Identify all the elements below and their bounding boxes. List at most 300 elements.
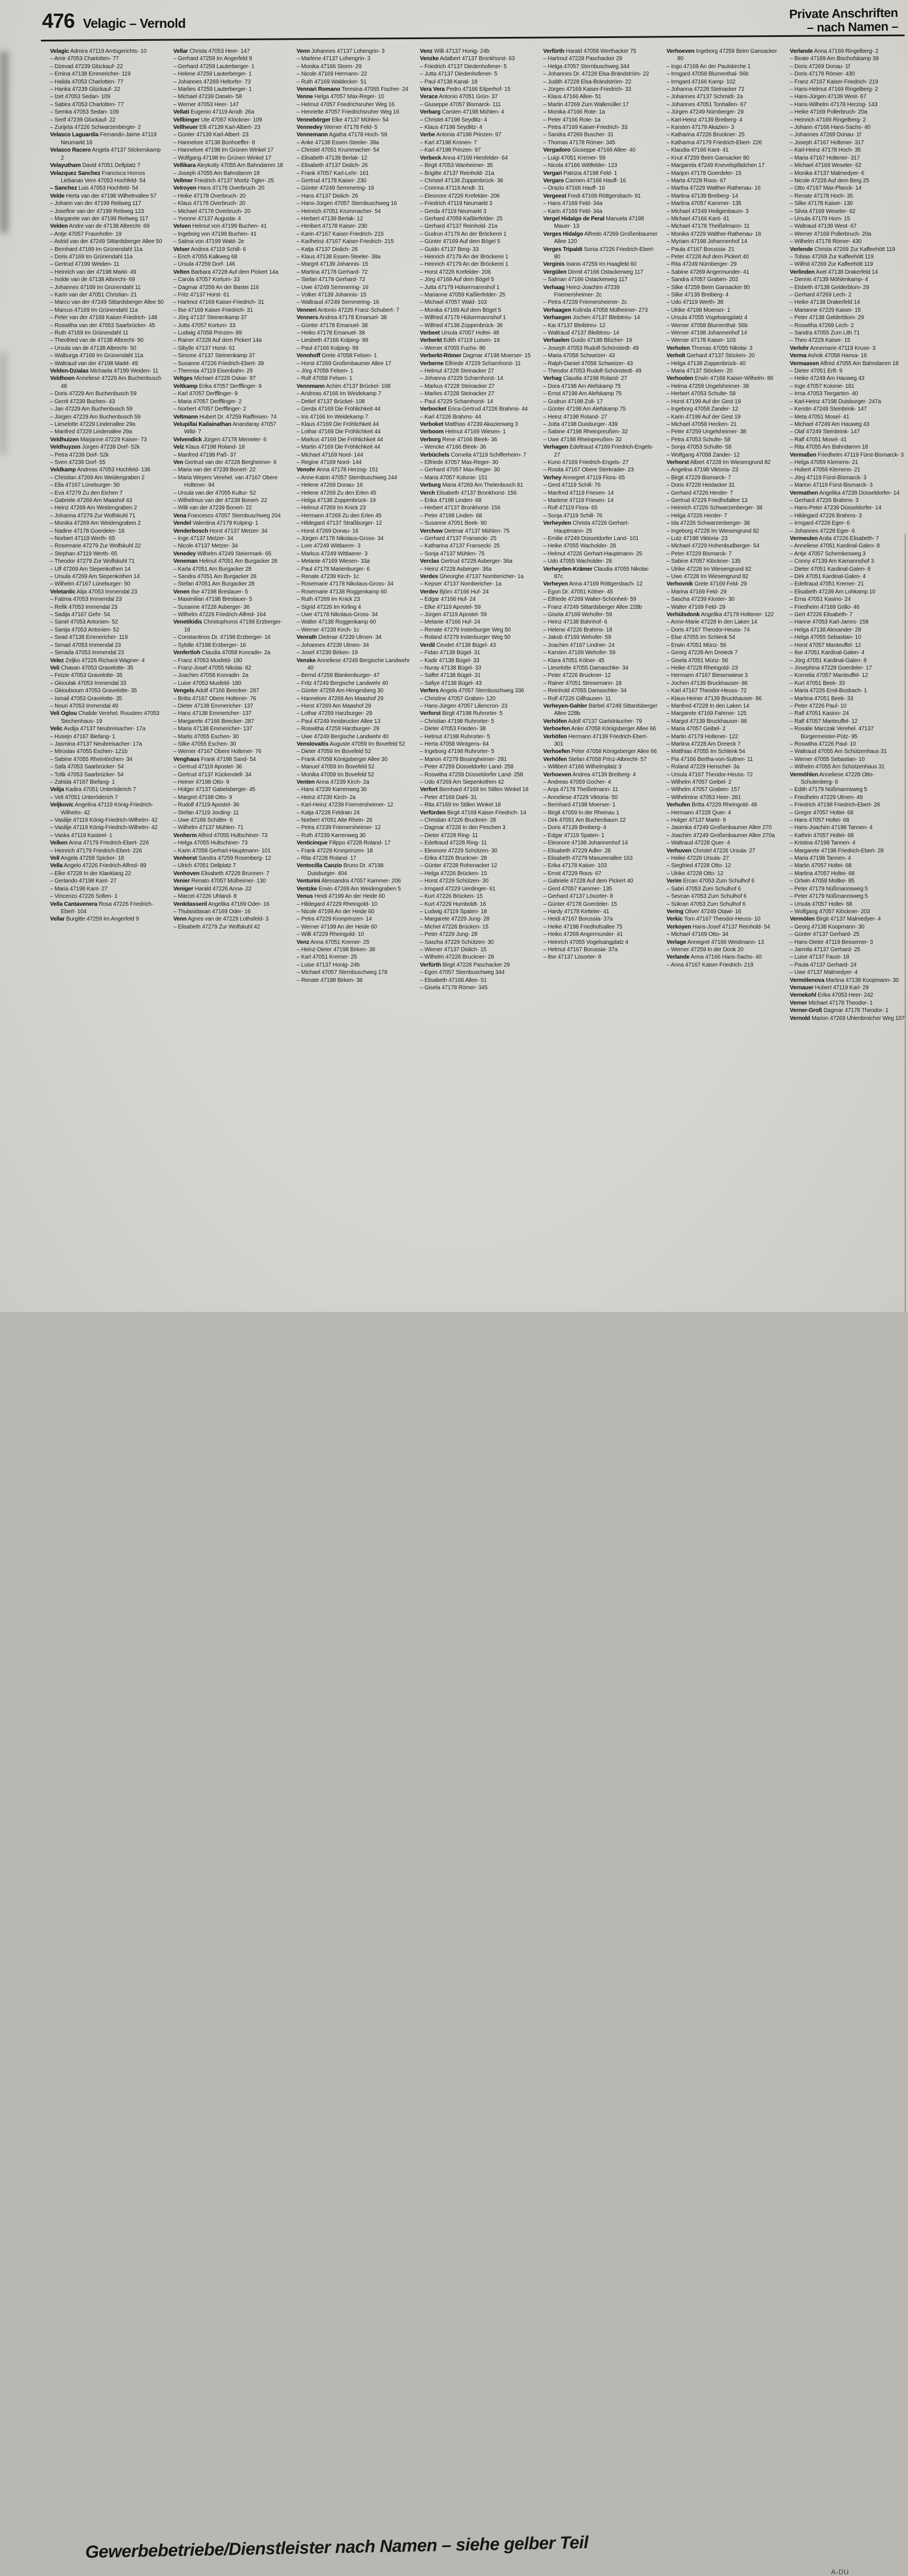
directory-entry: – Rita 47169 Im Stillen Winkel 18	[420, 802, 501, 809]
directory-entry: – Anja 47178 Theißelmann- 11	[543, 787, 618, 793]
directory-entry: – Ruth 47169 Waldecker- 51	[297, 78, 367, 85]
directory-entry: – Markus 47249 Wittlaerer- 3	[297, 550, 368, 557]
directory-entry: – Constantinos Dr. 47198 Erzberger- 16	[173, 634, 271, 641]
directory-entry: Venedey Wilhelm 47249 Steiermark- 65	[173, 550, 272, 557]
directory-entry: – Kornelia 47057 Manteuffel- 12	[790, 672, 868, 679]
directory-entry: – Egon 47057 Sternbuschweg 344	[420, 969, 505, 976]
directory-entry: – Hans-Jürgen 47057 Sternbuschweg 16	[297, 200, 397, 207]
directory-entry: – Gudrun 47179 An der Bröckerei 1	[420, 231, 507, 237]
directory-entry: – Anneliese 47229 Viktoria- 50	[543, 794, 618, 801]
directory-entry: – Peter 47179 Nüßmannsweg 5	[790, 885, 868, 892]
directory-entry: – Johannes 47228 Eger- 6	[790, 528, 855, 534]
directory-entry: – Joseph 47167 Holtener- 317	[790, 139, 864, 146]
directory-entry: – Peter 47229 Bismarck- 7	[667, 550, 732, 557]
directory-entry: – Gerhard 47059 Kaßlerfelder- 25	[420, 215, 503, 222]
directory-entry: – Frank 47229 Kronprinzen- 18	[297, 847, 373, 854]
directory-entry: – Heike 47169 Pollerbruch- 20a	[790, 109, 868, 116]
directory-entry: Verhey Annegret 47119 Flora- 65	[543, 474, 625, 481]
directory-entry: – Marlene 47119 Friesen- 14	[543, 497, 614, 504]
directory-entry: Verhuven Christel 47226 Ursula- 27	[667, 847, 756, 854]
directory-entry: Vergeest Fredi 47169 Röttgersbach- 91	[543, 193, 641, 199]
directory-entry: – Knut 47259 Beim Gansacker 80	[667, 154, 749, 161]
directory-entry: – Kepser 47137 Nombericher- 1a	[420, 581, 502, 588]
directory-entry: – Maria 47058 Schweizer- 43	[543, 353, 615, 359]
directory-entry: – Joachim 47167 Lindner- 24	[543, 642, 615, 649]
directory-entry: – Gudrun 47198 Zoll- 17	[543, 398, 603, 405]
directory-entry: – Joseph 47055 Am Bahndamm 18	[173, 170, 260, 177]
directory-entry: – Jörg 47169 Auf dem Bögel 5	[420, 277, 494, 283]
directory-entry: Venhoven Elisabeth 47228 Brunnen- 7	[173, 870, 269, 877]
directory-entry: – Frank 47057 Karl-Lehr- 161	[297, 170, 369, 177]
directory-entry: – Hannelore 47198 Im Grünen Winkel 17	[173, 147, 274, 154]
directory-column	[420, 48, 535, 1268]
directory-entry: Verkoyen Hans-Josef 47137 Reinhold- 54	[667, 923, 770, 930]
directory-entry: – Sabine 47055 Rheintörchen- 34	[50, 756, 132, 763]
directory-entry: – Heinz 47228 Asberger- 36a	[420, 566, 492, 572]
directory-entry: – Uwe 47137 Malmedyer- 4	[790, 969, 858, 976]
directory-entry: – Ismail 47053 Gravelotte- 35	[50, 695, 122, 702]
directory-entry: – Ruth 47269 Im Knick 23	[297, 596, 360, 603]
directory-entry: – Bernhard 47169 Im Grünendahl 11a	[50, 246, 143, 253]
directory-entry: Vellar Burgitte 47259 Im Angerfeld 9	[50, 916, 139, 923]
directory-entry: Venherm Alfred 47055 Hultschiner- 73	[173, 832, 268, 839]
directory-entry: – Judith 47228 Elsa-Brändström- 22	[543, 78, 631, 85]
directory-entry: – Helga 47138 Zoppenbrück- 19	[297, 497, 376, 504]
directory-entry: – Heiko 47178 Emanuel- 38	[297, 330, 365, 337]
directory-entry: Vermaßen Friedhelm 47119 Fürst-Bismarck- 3	[790, 451, 904, 458]
directory-entry: Veltges Michael 47228 Oskar- 97	[173, 375, 256, 382]
directory-entry: – Ursula 47055 Vogelsangplatz 4	[667, 315, 748, 321]
directory-entry: – Günter 47259 Am Himgesberg 30	[297, 688, 384, 695]
directory-entry: – Johann 47166 Hans-Sachs- 40	[790, 124, 870, 131]
directory-entry: Vergaro Carmen 47166 Hauff- 16	[543, 177, 626, 184]
directory-entry: – Siegfried 47228 Otto- 12	[667, 863, 731, 869]
directory-entry: – Karin 47169 Feld- 34a	[543, 208, 602, 215]
directory-entry: – Hans-Wilhelm 47178 Herzog- 143	[790, 101, 878, 108]
directory-entry: – Elfriede 47057 Max-Reger- 30	[420, 459, 498, 466]
directory-entry: – Kadir 47138 Bügel- 33	[420, 657, 480, 664]
directory-entry: – Elisabeth 47239 Am Lohkamp 10	[790, 588, 876, 595]
directory-entry: Verholt Gerhard 47137 Stöcken- 20	[667, 353, 755, 359]
directory-entry: – Friedhelm 47169 Grillo- 46	[790, 604, 860, 610]
page-title: Velagic – Vernold	[83, 16, 186, 31]
directory-entry: – Michael 47239 Darwin- 58	[173, 94, 242, 101]
directory-entry: – Hanne 47053 Karl-Jarres- 158	[790, 619, 869, 626]
directory-entry: – Manfred 47198 Paß- 37	[173, 451, 236, 458]
directory-entry: – Semka 47053 Sedan- 109	[50, 109, 119, 116]
directory-entry: – Dieter 47228 Ring- 11	[420, 832, 478, 839]
directory-entry: Verborg Rene 47166 Bleek- 36	[420, 436, 497, 443]
directory-entry: – Erich 47055 Kalkweg 68	[173, 253, 238, 260]
directory-entry: Venz Willi 47137 Honig- 24b	[420, 48, 490, 55]
directory-entry: – Wilhelm 47167 Lüneburger- 50	[50, 581, 131, 588]
directory-entry: – Karl-Heinz 47139 Breiberg- 4	[667, 116, 743, 123]
directory-entry: – Michael 47057 Wald- 103	[420, 299, 487, 306]
directory-entry: – Carola 47057 Kortum- 33	[173, 277, 240, 283]
directory-entry: – Marlies 47228 Steinacker 27	[420, 391, 494, 398]
directory-entry: – Johanna 47228 Steinacker 72	[667, 86, 744, 93]
directory-entry: – Rudolf 47119 Apostel- 36	[173, 802, 240, 809]
directory-entry: – Ursula 47179 Horn- 15	[790, 215, 851, 222]
directory-entry: – Wilhelm 47178 Römer- 430	[790, 239, 862, 245]
directory-entry: – Maria 47057 Derfflinger- 2	[173, 398, 242, 405]
directory-entry: – Werner 47055 Fuchs- 86	[420, 345, 486, 352]
directory-entry: – Lothar 47259 Harzburger- 29	[297, 710, 372, 717]
directory-entry: – Doris 47228 Heidacker 31	[667, 482, 735, 489]
directory-entry: Verbe Antonia 47198 Prinzen- 97	[420, 132, 502, 139]
directory-entry: – Ursula 47269 Am Siepenkothen 14	[50, 574, 140, 580]
directory-entry: – Gertrud 47199 Weiden- 11	[50, 261, 119, 268]
directory-entry: – Martina 47178 Gerhard- 72	[297, 269, 368, 275]
directory-entry: Verheyden-Krämer Claudia 47055 Nikolai- 87c	[543, 566, 649, 580]
directory-entry: – Helmut 47167 Borussia- 37a	[543, 946, 618, 953]
directory-entry: – Silke 47139 Breiberg- 4	[667, 292, 729, 298]
directory-entry: – Uwe 47178 Nikolaus-Gross- 34	[297, 612, 378, 618]
directory-entry: – Michael 47249 Am Hauweg 43	[790, 421, 869, 428]
directory-entry: – Stephan 47119 Werth- 65	[50, 550, 118, 557]
directory-entry: – Gerhard 47226 Brahms- 3	[790, 497, 859, 504]
directory-entry: – Dirk 47051 Am Buchenbaum 22	[543, 817, 626, 824]
directory-entry: – Doris 47139 Breiberg- 4	[543, 825, 606, 831]
directory-entry: – Elke 47119 Apostel- 59	[420, 604, 481, 610]
directory-entry: – Wolfgang 47198 Im Grünen Winkel 17	[173, 154, 272, 161]
directory-entry: Verbeet Ursula 47057 Holtei- 48	[420, 330, 499, 337]
directory-entry: – Werner 47167 Obere Holtener- 76	[173, 748, 261, 755]
directory-entry: – Uwe 47249 Bergische Landwehr 40	[297, 733, 389, 740]
directory-entry: – Martin 47179 Holtener- 122	[667, 733, 738, 740]
directory-entry: – Werner 47055 Sebastian- 10	[790, 756, 865, 763]
directory-entry: – Gkioulak 47053 Immendal 33	[50, 680, 127, 687]
directory-entry: – Heiner 47198 Otto- 9	[173, 779, 230, 785]
directory-entry: – Ingeborg 47058 Zander- 12	[667, 406, 739, 413]
directory-entry: – Heinrich van der 47198 Markt- 49	[50, 269, 136, 275]
directory-entry: – Nadine 47178 Goerdeler- 18	[50, 528, 124, 534]
directory-entry: – Maria 47138 Emmericher- 137	[173, 726, 253, 733]
directory-entry: – Reinhold 47055 Damaschke- 34	[543, 688, 627, 695]
directory-entry: – Brigitte 47137 Reinhold- 21a	[420, 170, 494, 177]
directory-entry: – Johannes 47239 Ulmen- 34	[297, 642, 369, 649]
directory-entry: – Martha 47229 Walther-Rathenau- 16	[667, 185, 761, 192]
directory-entry: Verfürth Birgit 47228 Paschacker 29	[420, 961, 510, 968]
directory-entry: – Michael 47169 Otto- 34	[667, 931, 728, 938]
directory-entry: – Hans 47137 Dislich- 26	[297, 193, 359, 199]
directory-entry: Vermathen Angelika 47239 Düsseldorfer- 14	[790, 490, 899, 496]
directory-entry: – Johannes 47051 Tonhallen- 67	[667, 101, 747, 108]
directory-entry: – Werner 47137 Dislich- 15	[420, 946, 487, 953]
directory-entry: Velic Avdija 47137 Neubreisacher- 17a	[50, 726, 145, 733]
directory-entry: – Karin van der 47051 Christian- 21	[50, 292, 137, 298]
directory-entry: – Johannes 47169 Im Grünendahl 11	[50, 284, 141, 291]
directory-entry: – Lieselotte 47055 Damaschke- 34	[543, 664, 628, 671]
directory-entry: – Günter 47137 Gerhard- 25	[790, 931, 860, 938]
directory-entry: Verfürden Birgit 47169 Kaiser-Friedrich- 14	[420, 809, 526, 816]
directory-entry: – Kurt 47051 Beek- 33	[790, 680, 845, 687]
directory-entry: – Senad 47053 Immendal 23	[50, 642, 121, 649]
directory-entry: – Dieter 47138 Emmericher- 137	[173, 702, 253, 709]
directory-entry: – Franz-Josef 47055 Nikolai- 82	[173, 664, 252, 671]
directory-entry: Veli Chasan 47053 Gravelotte- 35	[50, 664, 134, 671]
directory-entry: – Werner 47239 Kirch- 1c	[297, 626, 360, 633]
directory-entry: – Salman 47166 Ostackerweg 117	[543, 277, 628, 283]
directory-entry: Velagic Admira 47119 Amtsgerichts- 10	[50, 48, 147, 55]
directory-entry: Verclas Gertrud 47228 Asberger- 36a	[420, 558, 513, 565]
directory-entry: – Jörg 47119 Fürst-Bismarck- 3	[790, 474, 867, 481]
directory-entry: – Astrid van der 47249 Sittardsberger Allee 50	[50, 239, 163, 245]
directory-entry: – Thomas 47178 Römer- 345	[543, 139, 615, 146]
directory-entry: – Ida 47226 Schwarzenberger- 38	[667, 520, 750, 527]
directory-entry: – Dirk 47051 Kardinal-Galen- 4	[790, 574, 866, 580]
directory-entry: – Irma 47053 Tiergarten- 40	[790, 391, 858, 398]
directory-entry: Velde Herta van der 47198 Wilhelmallee 57	[50, 193, 157, 199]
directory-entry: Verges Hidalgo Alfredo 47269 Großenbaumer Allee 120	[543, 231, 658, 245]
directory-entry: – Maria van der 47239 Bonert- 22	[173, 467, 256, 474]
directory-entry: – Halida 47053 Charlotten- 77	[50, 78, 124, 85]
directory-entry: Verhülsdonk Angelika 47179 Holtener- 122	[667, 612, 774, 618]
directory-entry: – Joseph 47053 Rudolf-Schönstedt- 49	[543, 345, 639, 352]
directory-entry: Vera Vera Pedro 47166 Eilperhof- 15	[420, 86, 511, 93]
directory-entry: – Serif 47239 Glückauf- 22	[50, 116, 116, 123]
directory-entry: – Werner 47178 Kaiser- 103	[667, 337, 736, 344]
directory-entry: – Günter 47198 Am Alefskamp 75	[543, 406, 626, 413]
directory-entry: – Helmut 47226 Gerhart-Hauptmann- 25	[543, 550, 643, 557]
directory-entry: – Rolf 47119 Flora- 65	[543, 505, 598, 512]
directory-entry: – Gerhard 47259 Im Angerfeld 9	[173, 56, 252, 62]
directory-entry: – Georg 47138 Koopmann- 30	[790, 923, 865, 930]
directory-entry: – Elsbeth 47138 Gelderblom- 29	[790, 284, 869, 291]
directory-entry: – Iris 47166 Im Weidekamp 7	[297, 413, 368, 420]
directory-entry: Venneri Antonio 47226 Franz-Schubert- 7	[297, 307, 399, 313]
directory-column	[543, 48, 658, 1268]
directory-entry: – Jürgen 47249 Nürnberger- 29	[667, 109, 744, 116]
directory-entry: – Karin 47058 Gerhart-Hauptmann- 101	[173, 847, 271, 854]
directory-entry: – Paul 47229 Scharnhorst- 14	[420, 398, 493, 405]
directory-entry: – Peter 47226 Paul- 10	[790, 702, 847, 709]
directory-entry: Velija Kadira 47051 Unteröderich 7	[50, 787, 136, 793]
directory-entry: – Walter 47138 Roggenkamp 60	[297, 619, 376, 626]
directory-entry: Verges Tripaldi Sonia 47226 Friedrich-Ebert- 80	[543, 246, 655, 260]
directory-entry: Velez Zeljko 47226 Richard-Wagner- 4	[50, 657, 145, 664]
directory-entry: – Tofik 47053 Saarbrücker- 54	[50, 771, 124, 778]
directory-entry: – Sabine 47057 Klöckner- 135	[667, 558, 741, 565]
directory-entry: – Werner 47169 Pollerbruch- 20a	[790, 231, 872, 237]
directory-entry: – Ralf 47051 Mosel- 41	[790, 436, 847, 443]
directory-entry: – Hannelore 47138 Bonhoeffer- 8	[173, 139, 255, 146]
directory-entry: Velasco Laguardia Fernando-Jaime 47119 Neumarkt 16	[50, 132, 157, 146]
directory-entry: – Peter 47138 Gelderblom- 29	[790, 315, 864, 321]
directory-entry: – Johannes 47269 Heltorfer- 73	[173, 78, 251, 85]
directory-entry: – Else 47055 Im Schlenk 54	[667, 634, 735, 641]
directory-entry: Velsen Helmut von 47199 Buchen- 41	[173, 223, 267, 230]
directory-entry: – Rita 47249 Nürnberger- 29	[667, 261, 737, 268]
directory-entry: – Karl-Heinz 47198 Duisburger- 247a	[790, 398, 881, 405]
directory-entry: – Hans-Jürgen 47057 Liliencron- 23	[420, 702, 507, 709]
directory-entry: – Friedrich 47198 Friedrich-Ebert- 28	[790, 802, 880, 809]
directory-entry: – Ernst 47198 Am Alefskamp 75	[543, 391, 622, 398]
directory-entry: – Johann van der 47199 Reitweg 117	[50, 200, 141, 207]
directory-entry: – Peter 47226 Bruckner- 12	[543, 672, 611, 679]
directory-entry: – Sabri 47053 Zum Schulhof 6	[667, 885, 741, 892]
directory-entry: – Margarete 47229 Jung- 28	[420, 916, 490, 923]
directory-entry: – Fritz 47137 Horst- 61	[173, 292, 230, 298]
directory-entry: Verlage Annegret 47166 Weidmann- 13	[667, 939, 764, 946]
directory-entry: Venrath Dietmar 47239 Ulmen- 34	[297, 634, 382, 641]
directory-entry: Verhaag Heinz-Joachim 47239 Friemersheimer- 2c	[543, 284, 620, 298]
directory-entry: – Dzevad 47239 Glückauf- 22	[50, 63, 123, 70]
directory-entry: Veneman Helmut 47051 Am Burgacker 28	[173, 558, 278, 565]
directory-entry: Vering Oliver 47249 Otawi- 16	[667, 908, 742, 915]
directory-column	[790, 48, 905, 1268]
directory-entry: Vennebörger Elke 47137 Mühlen- 54	[297, 116, 389, 123]
directory-entry: – Klaus-Heiner 47139 Bruckhauser- 86	[667, 695, 762, 702]
directory-entry: – Hermann 47228 Quer- 4	[667, 809, 731, 816]
directory-entry: – Marion 47119 Fürst-Bismarck- 3	[790, 482, 873, 489]
directory-entry: Velser Andrea 47119 Schill- 6	[173, 246, 246, 253]
directory-entry: – Karl 47167 Theodor-Heuss- 72	[667, 688, 747, 695]
directory-entry: – Christine 47057 Graben- 120	[420, 695, 495, 702]
directory-entry: Venier Renato 47057 Mülheimer- 130	[173, 878, 266, 885]
directory-entry: – Marianne 47229 Kaiser- 15	[790, 307, 861, 313]
directory-entry: Verner-Groß Dagmar 47178 Theodor- 1	[790, 1007, 889, 1014]
directory-entry: – Gerrit 47239 Buchen- 43	[50, 398, 115, 405]
directory-entry: – Doris 47178 Römer- 430	[790, 71, 855, 78]
directory-entry: – Refik 47053 Immendal 23	[50, 604, 118, 610]
directory-entry: Vellar Christa 47053 Heer- 147	[173, 48, 250, 55]
directory-entry: Verma Ashok 47058 Hansa- 16	[790, 353, 867, 359]
directory-entry: Verdil Cevdet 47138 Bügel- 43	[420, 642, 496, 649]
directory-entry: – Helga 47138 Zoppenbrück- 40	[667, 360, 746, 367]
directory-entry: – Vasilije 47119 König-Friedrich-Wilhelm- 42	[50, 825, 158, 831]
directory-entry: Verbarg Carsten 47198 Mühlen- 4	[420, 109, 505, 116]
directory-entry: – Michael 47169 Nord- 144	[297, 451, 363, 458]
directory-entry: – Heinz 47138 Bahnhof- 6	[543, 619, 607, 626]
directory-entry: – Gerhard 47137 Fransecki- 25	[420, 536, 497, 542]
directory-entry: – Gertrud 47178 Kaiser- 230	[297, 177, 366, 184]
directory-entry: Verginis Ioanis 47259 Im Haagfeld 60	[543, 261, 637, 268]
directory-entry: Vena Francesco 47057 Sternbuschweg 204	[173, 512, 281, 519]
directory-entry: Venten Anna 47239 Kirch- 2a	[297, 779, 369, 785]
directory-entry: – Ilse 47137 Lösorter- 8	[543, 954, 602, 961]
directory-entry: – Helene 47269 Zu den Erlen 45	[297, 490, 377, 496]
directory-entry: – Michael 47057 Sternbuschweg 178	[297, 969, 388, 976]
directory-entry: – Monika 47269 Am Weidengraben 2	[50, 520, 141, 527]
directory-entry: Verheyen-Gahler Bärbel 47249 Sittardsberger Allee 228b	[543, 702, 657, 717]
directory-entry: – Karsten 47179 Akazien- 3	[667, 124, 734, 131]
directory-entry: – Stefan 47051 Am Burgacker 28	[173, 581, 255, 588]
directory-entry: Venne Helga 47057 Max-Reger- 10	[297, 94, 384, 101]
directory-entry: – Hans 47169 Feld- 34a	[543, 200, 602, 207]
directory-entry: – Elisabeth 47279 Masurenallee 163	[543, 855, 633, 862]
directory-entry: – Heinz 47269 Am Weidengraben 2	[50, 505, 138, 512]
directory-entry: – Werner 47199 An der Heide 60	[297, 923, 377, 930]
directory-entry: Verhoefen Peter 47058 Königsberger Allee 66	[543, 748, 657, 755]
directory-entry: Verhoolen Erwin 47166 Kaiser-Wilhelm- 86	[667, 375, 773, 382]
directory-entry: – Ulf 47269 Am Siepenkothen 14	[50, 566, 131, 572]
directory-entry: – Udo 47055 Wacholder- 28	[543, 558, 612, 565]
directory-entry: – Fritz 47249 Bergische Landwehr 40	[297, 680, 388, 687]
directory-entry: – Johanna 47279 Zur Wolfskuhl 71	[50, 512, 136, 519]
directory-entry: – Michael 47249 Heiligenbaum- 3	[667, 208, 749, 215]
directory-entry: – Jasenka 47249 Großenbaumer Allee 270	[667, 825, 772, 831]
directory-entry: – Nuray 47138 Bügel- 33	[420, 664, 481, 671]
directory-entry: – Sabine 47269 Angermunder- 41	[667, 269, 749, 275]
directory-entry: – Gerhard 47259 Lauterberger- 1	[173, 63, 255, 70]
directory-columns	[50, 48, 905, 1268]
directory-entry: Verhöfen Adolf 47137 Gartsträucher- 79	[543, 718, 642, 725]
directory-entry: – Horst 47199 Auf der Gest 19	[667, 398, 741, 405]
directory-entry: – Birgit 47053 Wanheimer- 35	[420, 162, 493, 169]
directory-entry: – Dieter 47059 Im Bovefeld 52	[297, 748, 371, 755]
directory-entry: – Jan 47229 Am Buchenbusch 59	[50, 406, 133, 413]
directory-entry: – Gertrud 47229 Friedhofallee 13	[667, 497, 748, 504]
directory-entry: – Ruth 47169 Im Grünendahl 11	[50, 330, 128, 337]
directory-entry: Verim Ercan 47053 Zum Schulhof 6	[667, 878, 755, 885]
directory-entry: – Christian 47198 Ruhrorter- 5	[420, 718, 494, 725]
directory-entry: – Sonja 47119 Schill- 76	[543, 512, 603, 519]
directory-entry: – Christel 47051 Krummacher- 54	[297, 147, 380, 154]
directory-column	[173, 48, 288, 1268]
directory-entry: – Monika 47169 Auf dem Bögel 5	[420, 307, 501, 313]
directory-entry: Verforst Birgit 47198 Ruhrorter- 5	[420, 710, 503, 717]
directory-entry: – Anna 47167 Kaiser-Friedrich- 219	[667, 961, 753, 968]
directory-entry: Vergari Patrizia 47198 Feld- 1	[543, 170, 618, 177]
directory-entry: – Beate 47169 Am Bischofskamp 39	[790, 56, 879, 62]
directory-entry: Velupillai Kailainathan Anandaray 47057 Wild- 7	[173, 421, 276, 436]
directory-entry: – Sandra 47269 Buscher- 31	[543, 132, 614, 139]
directory-entry: – Michael 47169 Weseler- 62	[790, 162, 861, 169]
directory-entry: – Helene 47259 Lauterberger- 1	[173, 71, 252, 78]
directory-entry: – Gerd 47057 Kammer- 135	[543, 885, 612, 892]
directory-entry: – Zurijeta 47226 Schwarzenberger- 2	[50, 124, 141, 131]
directory-entry: – Susanne 47051 Beek- 90	[420, 520, 487, 527]
directory-entry: – Salma von 47199 Wald- 2e	[173, 239, 244, 245]
directory-entry: Veljkovic Angelina 47119 König-Friedrich-Wilhelm- 42	[50, 802, 153, 816]
directory-entry: – Silke 47259 Beim Gansacker 80	[667, 284, 750, 291]
scan-artifact-left	[0, 51, 8, 233]
directory-entry: – Gerhard 47137 Lösorter- 8	[543, 893, 613, 900]
directory-entry: Vellikara Aleykutty 47055 Am Bahndamm 18	[173, 162, 284, 169]
directory-entry: – Ingeborg 47198 Ruhrorter- 5	[420, 748, 494, 755]
directory-entry: – Friedhelm 47229 Ulmen- 49	[790, 794, 863, 801]
directory-entry: – Gerhard 47137 Reinhold- 21a	[420, 223, 498, 230]
directory-entry: – Sibylle 47137 Horst- 61	[173, 345, 235, 352]
directory-entry: – Wilfried 47179 Hülsermannshof 1	[420, 315, 506, 321]
directory-entry: – Nicole 47228 Auf dem Berg 25	[790, 177, 869, 184]
directory-entry: – Hans-Peter 47239 Düsseldorfer- 14	[790, 505, 881, 512]
directory-entry: – Karin 47167 Kaiser-Friedrich- 215	[297, 231, 384, 237]
directory-entry: – Simone 47137 Steinenkamp 37	[173, 353, 255, 359]
directory-entry: Vella Cantavenera Rosa 47226 Friedrich-Ebert- 104	[50, 901, 153, 915]
directory-entry: – Peter 47198 Linden- 68	[420, 512, 482, 519]
directory-entry: – Birgit 47059 In der Rheinau 1	[543, 809, 619, 816]
directory-entry: – Waltraud 47055 Am Schützenhaus 31	[790, 748, 887, 755]
directory-entry: Verhovnik Grete 47169 Feld- 29	[667, 581, 747, 588]
directory-entry: Velazquez Sanchez Francisca Hornos Liebanas Vere 47053 Hochfeld- 54	[50, 170, 146, 184]
directory-entry: Vennmann Achim 47137 Brückel- 108	[297, 383, 391, 390]
directory-entry: – Maria 47226 Emil-Bosbach- 1	[790, 688, 867, 695]
directory-entry: Verlinden Axel 47138 Drakerfeld 14	[790, 269, 878, 275]
directory-entry: Vennedey Werner 47178 Feld- 5	[297, 124, 378, 131]
directory-entry: – Willi van der 47239 Bonert- 22	[173, 505, 252, 512]
directory-entry: Verlande Anna 47169 Ringelberg- 2	[790, 48, 878, 55]
directory-entry: Vellbinger Ute 47057 Klöckner- 109	[173, 116, 263, 123]
directory-entry: – Dagmar 47228 In den Peschen 3	[420, 825, 506, 831]
directory-entry: – Ruth 47239 Karrenweg 30	[297, 832, 366, 839]
directory-entry: – Ulrike 47228 Im Wiesengrund 82	[667, 566, 752, 572]
directory-entry: Verheyen Anna 47169 Röttgersbach- 12	[543, 581, 643, 588]
directory-entry: – Inge 47057 Kolonie- 181	[790, 383, 855, 390]
directory-entry: – Maria 47198 Tannen- 4	[790, 855, 851, 862]
directory-entry: – Karin 47199 Auf der Gest 19	[667, 413, 741, 420]
